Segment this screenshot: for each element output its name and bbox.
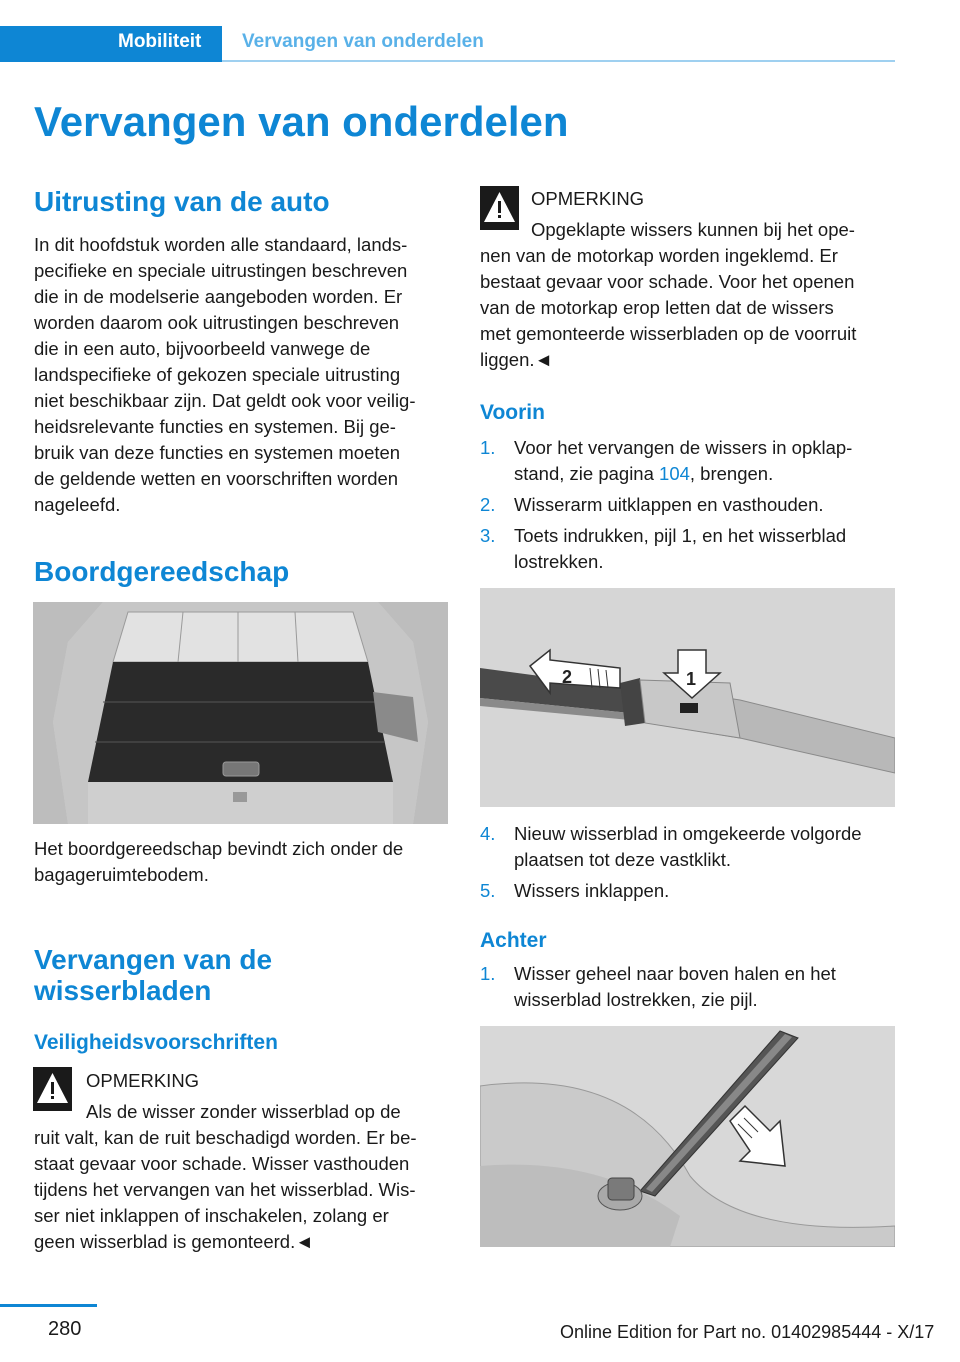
warning-icon (480, 186, 519, 230)
text-line: landspecifieke of gekozen speciale uitrusting (34, 364, 401, 385)
text-line: die in de modelserie aangeboden worden. Er (34, 286, 403, 307)
text-fragment: stand, zie pagina (514, 463, 660, 484)
step-item (480, 821, 895, 873)
footer-divider (0, 1304, 97, 1307)
edition-note: Online Edition for Part no. 01402985444 - X/17 (560, 1322, 935, 1342)
text-line: nageleefd. (34, 494, 121, 515)
step-text (514, 821, 862, 873)
text-line: pecifieke en speciale uitrustingen beschreven (34, 260, 408, 281)
text-line: staat gevaar voor schade. Wisser vasthouden (34, 1153, 410, 1174)
section-equipment-text (34, 232, 416, 518)
step-number: 4. (480, 823, 496, 844)
title-line: wisserbladen (34, 975, 212, 1006)
text-line: Het boordgereedschap bevindt zich onder de (34, 838, 404, 859)
text-line: Toets indrukken, pijl 1, en het wisserblad (514, 525, 847, 546)
text-line: van de motorkap erop letten dat de wissers (480, 297, 834, 318)
text-line: de geldende wetten en voorschriften worden (34, 468, 399, 489)
text-line: liggen.◄ (480, 349, 553, 370)
text-line: worden daarom ook uitrustingen beschreven (34, 312, 400, 333)
warning-heading: OPMERKING (531, 188, 645, 209)
trunk-image (33, 602, 448, 824)
step-item (480, 523, 895, 575)
text-line: ser niet inklappen of inschakelen, zolang er (34, 1205, 389, 1226)
step-text (514, 523, 846, 575)
page-link[interactable]: 104 (659, 463, 690, 484)
subsection-title-front: Voorin (480, 401, 545, 424)
text-line: wisserblad lostrekken, zie pijl. (514, 989, 758, 1010)
warning-text (480, 243, 856, 373)
toolkit-caption (34, 836, 403, 888)
text-line: die in een auto, bijvoorbeeld vanwege de (34, 338, 371, 359)
step-number: 5. (480, 880, 496, 901)
text-line: nen van de motorkap worden ingeklemd. Er (480, 245, 838, 266)
header-divider (222, 60, 895, 62)
step-number: 1. (480, 963, 496, 984)
warning-text-first-line: Als de wisser zonder wisserblad op de (86, 1101, 401, 1122)
step-item (480, 492, 895, 518)
text-line: bruik van deze functies en systemen moeten (34, 442, 401, 463)
text-line: Wisser geheel naar boven halen en het (514, 963, 836, 984)
page-title: Vervangen van onderdelen (34, 98, 569, 145)
text-line: plaatsen tot deze vastklikt. (514, 849, 731, 870)
warning-icon (33, 1067, 72, 1111)
step-item (480, 878, 895, 904)
text-line: met gemonteerde wisserbladen op de voorruit (480, 323, 857, 344)
arrow-label: 1 (686, 669, 697, 689)
warning-heading: OPMERKING (86, 1070, 200, 1091)
wiper-blade-figure (480, 588, 895, 807)
step-item (480, 435, 895, 487)
step-text (514, 435, 852, 487)
warning-text (34, 1125, 417, 1255)
text-fragment: , brengen. (689, 463, 774, 484)
safety-title: Veiligheidsvoorschriften (34, 1031, 278, 1054)
text-line: Nieuw wisserblad in omgekeerde volgorde (514, 823, 862, 844)
breadcrumb[interactable]: Vervangen van onderdelen (242, 31, 484, 52)
text-line: Voor het vervangen de wissers in opklap- (514, 437, 853, 458)
text-line: heidsrelevante functies en systemen. Bij ge- (34, 416, 396, 437)
arrow-label: 2 (562, 667, 573, 687)
rear-wiper-figure (480, 1026, 895, 1247)
step-number: 2. (480, 494, 496, 515)
section-title-toolkit: Boordgereedschap (34, 556, 290, 587)
title-line: Vervangen van de (34, 944, 273, 975)
step-text (514, 961, 836, 1013)
step-item (480, 961, 895, 1013)
subsection-title-rear: Achter (480, 929, 547, 952)
page-number: 280 (48, 1318, 82, 1340)
text-line: lostrekken. (514, 551, 604, 572)
warning-text-first-line: Opgeklapte wissers kunnen bij het ope- (531, 219, 855, 240)
header-tab[interactable]: Mobiliteit (118, 31, 202, 52)
section-title-equipment: Uitrusting van de auto (34, 186, 330, 217)
text-line: bagageruimtebodem. (34, 864, 209, 885)
text-line (514, 461, 852, 487)
section-title-wipers (34, 944, 272, 1006)
text-line: tijdens het vervangen van het wisserblad. Wis- (34, 1179, 416, 1200)
text-line: niet beschikbaar zijn. Dat geldt ook voor veilig- (34, 390, 416, 411)
step-number: 1. (480, 437, 496, 458)
text-line: geen wisserblad is gemonteerd.◄ (34, 1231, 314, 1252)
step-number: 3. (480, 525, 496, 546)
text-line: ruit valt, kan de ruit beschadigd worden. Er be- (34, 1127, 417, 1148)
step-text: Wisserarm uitklappen en vasthouden. (514, 494, 824, 515)
step-text: Wissers inklappen. (514, 880, 670, 901)
text-line: bestaat gevaar voor schade. Voor het openen (480, 271, 855, 292)
text-line: In dit hoofdstuk worden alle standaard, lands- (34, 234, 408, 255)
